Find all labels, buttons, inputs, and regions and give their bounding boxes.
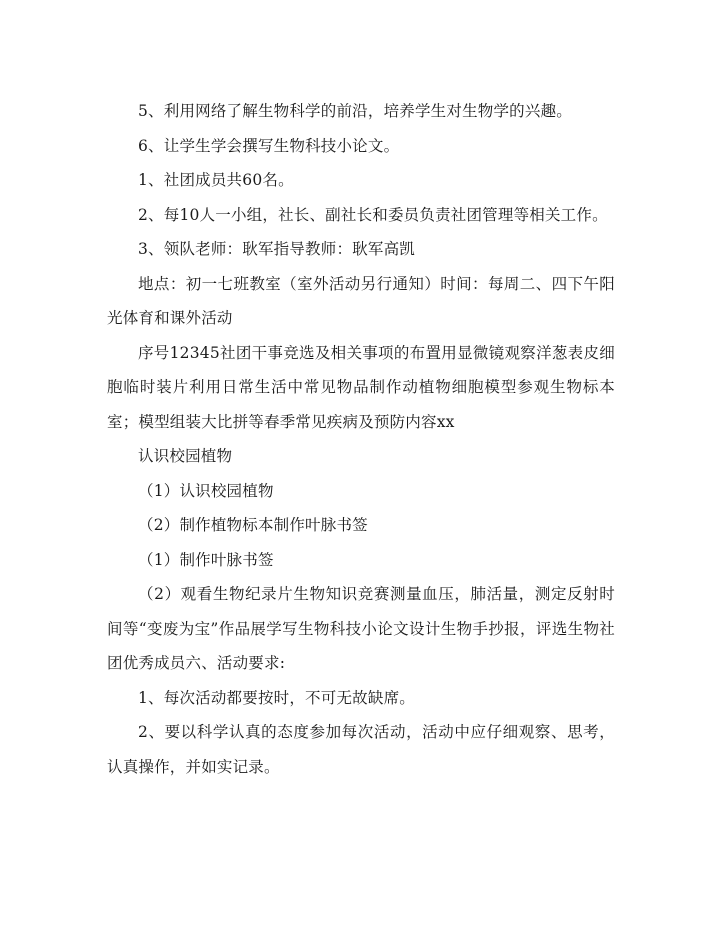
- paragraph-goal-5: 5、利用网络了解生物科学的前沿，培养学生对生物学的兴趣。: [138, 102, 572, 120]
- list-item-plant-specimen: （2）制作植物标本制作叶脉书签: [138, 516, 368, 534]
- paragraph-group-structure: 2、每10人一小组，社长、副社长和委员负责社团管理等相关工作。: [138, 205, 608, 224]
- paragraph-goal-6: 6、让学生学会撰写生物科技小论文。: [138, 136, 400, 155]
- paragraph-teachers: 3、领队老师：耿军指导教师：耿军高凯: [138, 240, 415, 258]
- paragraph-requirement-2: 2、要以科学认真的态度参加每次活动，活动中应仔细观察、思考，认真操作，并如实记录。: [107, 723, 615, 776]
- paragraph-requirement-1: 1、每次活动都要按时，不可无故缺席。: [138, 688, 415, 707]
- document-body: [107, 94, 615, 784]
- list-item-identify-plants: （1）认识校园植物: [138, 481, 274, 500]
- paragraph-members-count: 1、社团成员共60名。: [138, 171, 294, 189]
- paragraph-location-time: 地点：初一七班教室（室外活动另行通知）时间：每周二、四下午阳光体育和课外活动: [107, 274, 615, 327]
- paragraph-schedule: 序号12345社团干事竞选及相关事项的布置用显微镜观察洋葱表皮细胞临时装片利用日常生活中常见物品制作动植物细胞模型参观生物标本室；模型组装大比拼等春季常见疾病及预防内容xx: [107, 343, 615, 431]
- paragraph-activities-requirements: （2）观看生物纪录片生物知识竞赛测量血压，肺活量，测定反射时间等“变废为宝”作品展学写生物科技小论文设计生物手抄报，评选生物社团优秀成员六、活动要求:: [107, 585, 615, 672]
- list-item-leaf-bookmark: （1）制作叶脉书签: [138, 550, 274, 569]
- paragraph-topic-plants: 认识校园植物: [138, 447, 233, 465]
